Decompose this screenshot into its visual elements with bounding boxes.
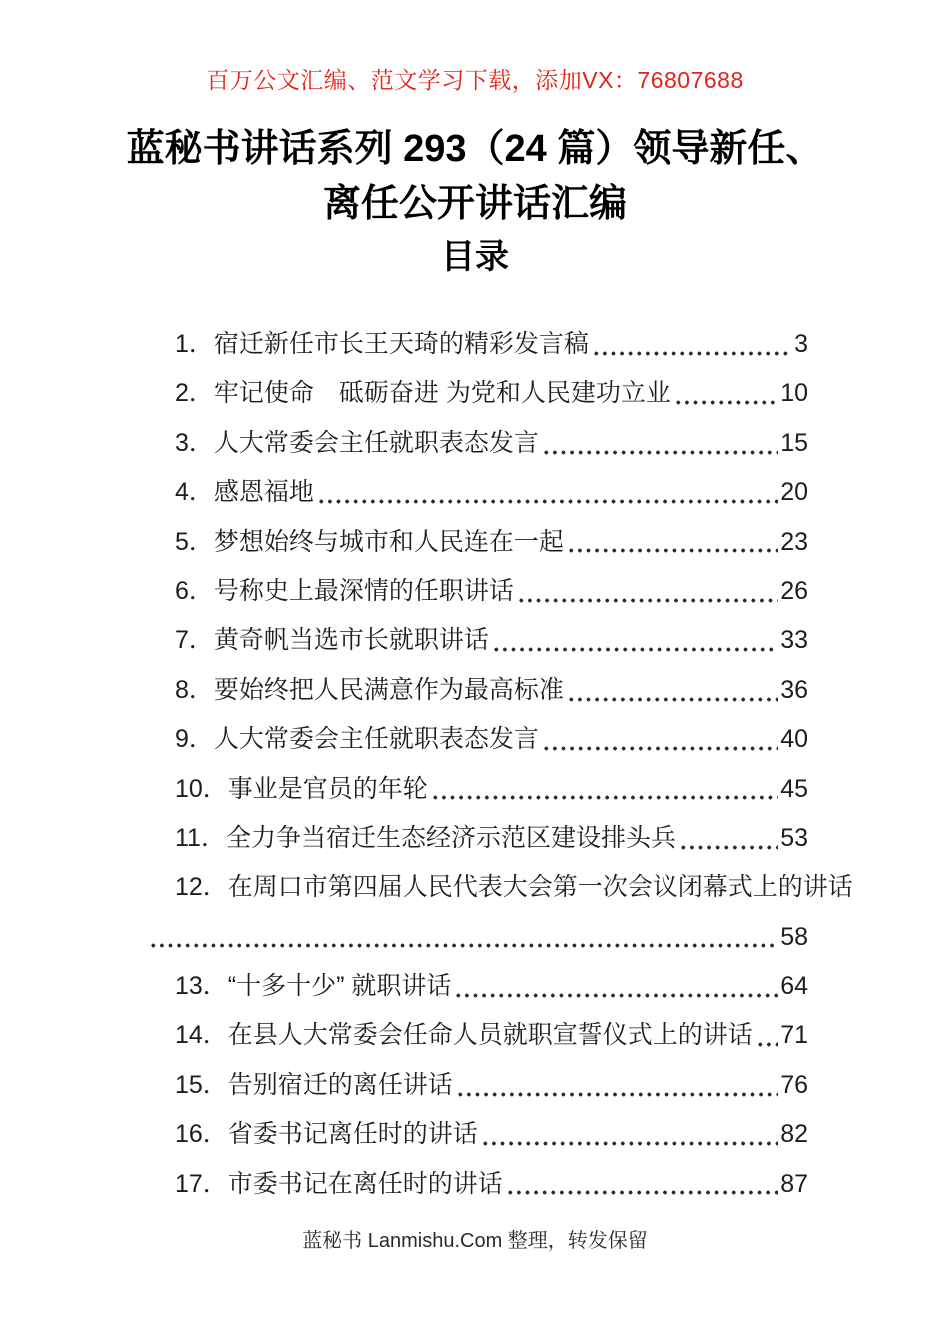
- toc-entry-14[interactable]: [146, 1011, 808, 1060]
- toc-entry-11[interactable]: [146, 814, 808, 863]
- toc-entry-2[interactable]: [146, 369, 808, 418]
- page-number: 36: [780, 675, 808, 704]
- toc-entry-1[interactable]: [146, 320, 808, 369]
- page-number: 76: [780, 1070, 808, 1099]
- dot-leader: [756, 1011, 778, 1060]
- toc-entry-label: 14．在县人大常委会任命人员就职宣誓仪式上的讲话: [175, 1021, 753, 1050]
- page-number: 26: [780, 576, 808, 605]
- page-number: 64: [780, 972, 808, 1001]
- toc-entry-5[interactable]: [146, 518, 808, 567]
- toc-entry-15[interactable]: [146, 1061, 808, 1110]
- page-number: 53: [780, 823, 808, 852]
- dot-leader: [542, 419, 778, 468]
- toc-entry-7[interactable]: [146, 616, 808, 665]
- dot-leader: [506, 1160, 778, 1209]
- page-number: 40: [780, 725, 808, 754]
- toc-entry-label: 7．黄奇帆当选市长就职讲话: [175, 626, 489, 655]
- dot-leader: [456, 1061, 778, 1110]
- page-number: 71: [780, 1021, 808, 1050]
- toc-entry-label: 5．梦想始终与城市和人民连在一起: [175, 527, 564, 556]
- toc-entry-label: 12．在周口市第四届人民代表大会第一次会议闭幕式上的讲话: [175, 873, 853, 902]
- promo-banner: 百万公文汇编、范文学习下载，添加VX：76807688: [206, 67, 744, 93]
- toc-entry-label: 10．事业是官员的年轮: [175, 774, 428, 803]
- toc-entry-10[interactable]: [146, 765, 808, 814]
- document-title: [115, 122, 835, 280]
- title-line-1: 蓝秘书讲话系列 293（24 篇）领导新任、: [126, 128, 824, 170]
- page-number: 10: [780, 379, 808, 408]
- page-number: 20: [780, 478, 808, 507]
- page-number: 45: [780, 774, 808, 803]
- dot-leader: [567, 518, 778, 567]
- toc-entry-label: 13．“十多十少” 就职讲话: [175, 972, 452, 1001]
- page-number: 87: [780, 1169, 808, 1198]
- dot-leader: [149, 913, 778, 962]
- page-number: 82: [780, 1120, 808, 1149]
- toc-entry-label: 1．宿迁新任市长王天琦的精彩发言稿: [175, 330, 589, 358]
- dot-leader: [674, 369, 778, 418]
- title-line-2: 离任公开讲话汇编: [322, 183, 627, 225]
- toc-heading: 目录: [441, 238, 509, 276]
- toc-entry-6[interactable]: [146, 567, 808, 616]
- dot-leader: [679, 814, 778, 863]
- dot-leader: [517, 567, 778, 616]
- dot-leader: [431, 765, 778, 814]
- toc-entry-9[interactable]: [146, 715, 808, 764]
- toc-entry-4[interactable]: [146, 468, 808, 517]
- toc-entry-label: 17．市委书记在离任时的讲话: [175, 1169, 503, 1198]
- toc-entry-label: 16．省委书记离任时的讲话: [175, 1120, 478, 1149]
- toc-entry-label: 8．要始终把人民满意作为最高标准: [175, 675, 564, 704]
- toc-entry-3[interactable]: [146, 419, 808, 468]
- page-number: 23: [780, 527, 808, 556]
- toc-entry-8[interactable]: [146, 666, 808, 715]
- toc-entry-17[interactable]: [146, 1160, 808, 1209]
- dot-leader: [481, 1110, 778, 1159]
- toc-entry-12-line1[interactable]: [146, 863, 853, 912]
- toc-entry-label: 15．告别宿迁的离任讲话: [175, 1070, 453, 1099]
- toc-entry-13[interactable]: [146, 962, 808, 1011]
- dot-leader: [454, 962, 778, 1011]
- page-number: 58: [780, 922, 808, 951]
- toc-entry-label: 6．号称史上最深情的任职讲话: [175, 576, 514, 605]
- toc-entry-label: 4．感恩福地: [175, 478, 314, 507]
- table-of-contents: [146, 320, 853, 1209]
- footer-note: 蓝秘书 Lanmishu.Com 整理，转发保留: [302, 1230, 648, 1252]
- page-number: 3: [794, 330, 808, 358]
- dot-leader: [592, 320, 792, 369]
- toc-entry-12-line2[interactable]: [146, 913, 808, 962]
- page-number: 15: [780, 428, 808, 457]
- toc-entry-label: 3．人大常委会主任就职表态发言: [175, 428, 539, 457]
- toc-entry-label: 11．全力争当宿迁生态经济示范区建设排头兵: [175, 823, 676, 852]
- dot-leader: [542, 715, 778, 764]
- dot-leader: [317, 468, 778, 517]
- toc-entry-label: 9．人大常委会主任就职表态发言: [175, 725, 539, 754]
- dot-leader: [492, 616, 778, 665]
- page-number: 33: [780, 626, 808, 655]
- toc-entry-label: 2．牢记使命 砥砺奋进 为党和人民建功立业: [175, 379, 671, 408]
- toc-entry-16[interactable]: [146, 1110, 808, 1159]
- dot-leader: [567, 666, 778, 715]
